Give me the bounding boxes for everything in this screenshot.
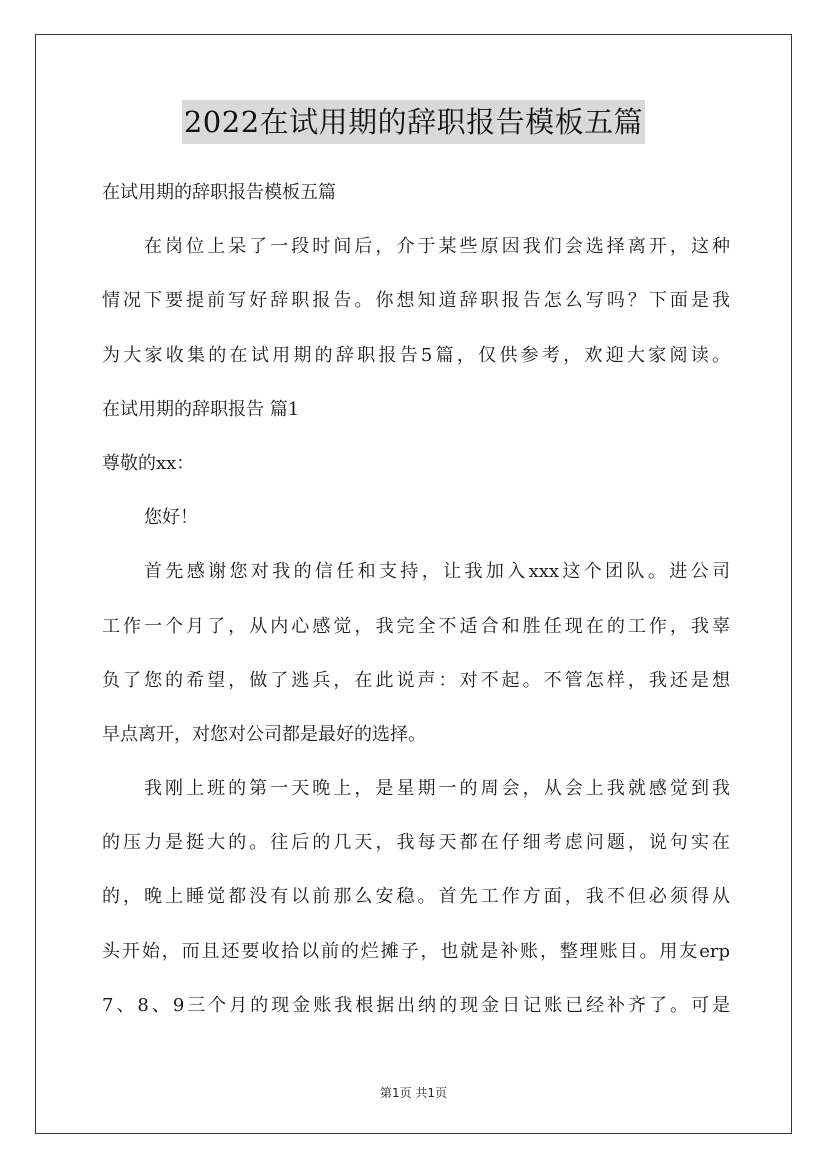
document-title: 2022在试用期的辞职报告模板五篇 — [182, 100, 645, 144]
text-line: 情况下要提前写好辞职报告。你想知道辞职报告怎么写吗？下面是我 — [102, 290, 730, 312]
document-body — [102, 166, 730, 1033]
text-line: 您好！ — [144, 507, 198, 529]
text-line: 的，晚上睡觉都没有以前那么安稳。首先工作方面，我不但必须得从 — [102, 886, 730, 908]
text-line: 的压力是挺大的。往后的几天，我每天都在仔细考虑问题，说句实在 — [102, 832, 730, 854]
text-line: 首先感谢您对我的信任和支持，让我加入xxx这个团队。进公司 — [144, 561, 730, 583]
page-footer: 第1页 共1页 — [379, 1086, 448, 1100]
text-line: 在试用期的辞职报告模板五篇 — [102, 182, 336, 203]
text-line: 在岗位上呆了一段时间后，介于某些原因我们会选择离开，这种 — [144, 236, 730, 258]
text-line: 我刚上班的第一天晚上，是星期一的周会，从会上我就感觉到我 — [144, 778, 730, 800]
text-line: 7、8、9三个月的现金账我根据出纳的现金日记账已经补齐了。可是 — [102, 994, 730, 1016]
title-container — [0, 100, 827, 144]
text-line: 尊敬的xx： — [102, 452, 195, 474]
text-line: 早点离开，对您对公司都是最好的选择。 — [102, 723, 426, 745]
text-line: 工作一个月了，从内心感觉，我完全不适合和胜任现在的工作，我辜 — [102, 615, 730, 637]
text-line: 头开始，而且还要收拾以前的烂摊子，也就是补账，整理账目。用友erp — [102, 940, 730, 962]
text-line: 负了您的希望，做了逃兵，在此说声：对不起。不管怎样，我还是想 — [102, 669, 730, 691]
text-line: 为大家收集的在试用期的辞职报告5篇，仅供参考，欢迎大家阅读。 — [102, 344, 730, 366]
text-line: 在试用期的辞职报告 篇1 — [102, 398, 300, 420]
